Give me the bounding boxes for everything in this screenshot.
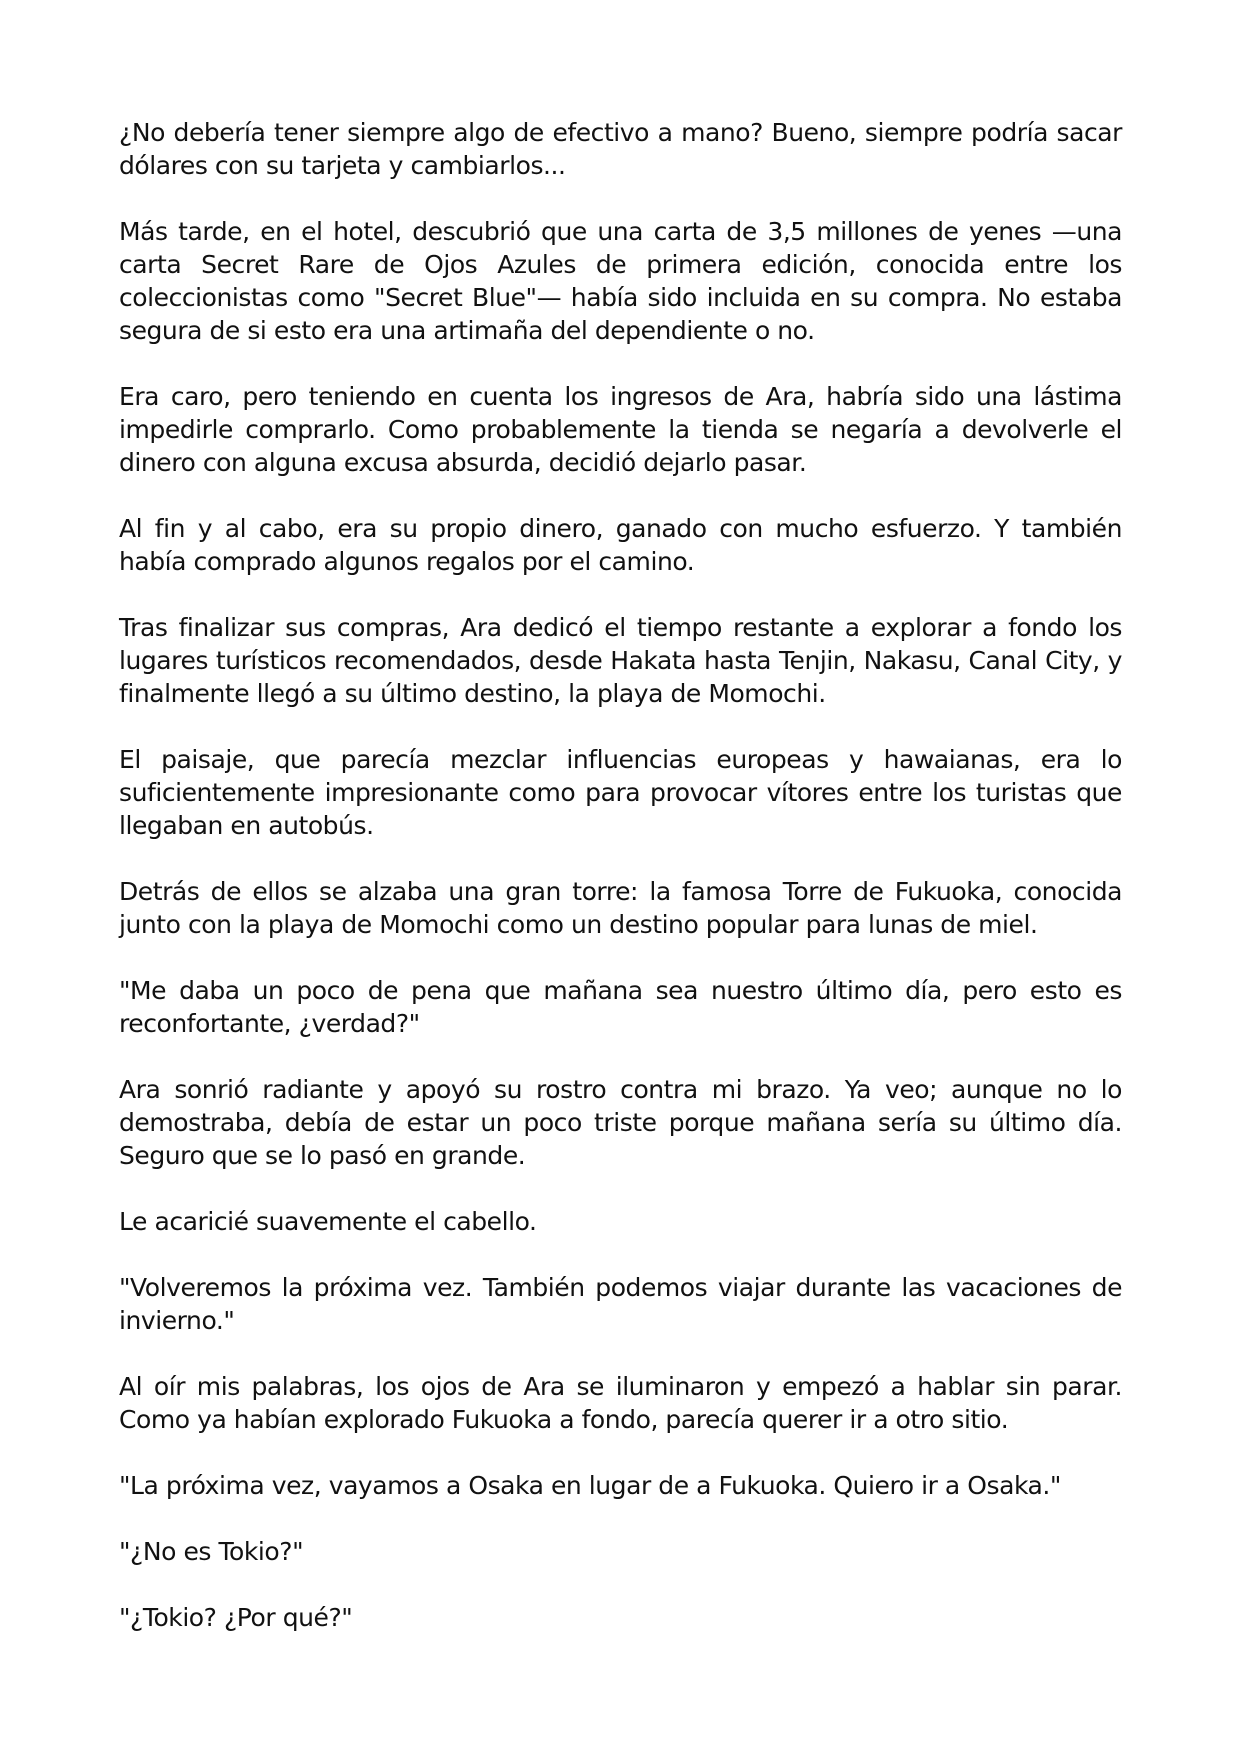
- paragraph: "Volveremos la próxima vez. También podemos viajar durante las vacaciones de invierno.": [119, 1273, 1122, 1335]
- paragraph: Detrás de ellos se alzaba una gran torre: la famosa Torre de Fukuoka, conocida junto con la playa de Momochi como un destino popular para lunas de miel.: [119, 877, 1122, 939]
- paragraph: Tras finalizar sus compras, Ara dedicó el tiempo restante a explorar a fondo los lugares turísticos recomendados, desde Hakata hasta Tenjin, Nakasu, Canal City, y finalmente llegó a su último destino, la playa de Momochi.: [119, 613, 1122, 708]
- paragraph: El paisaje, que parecía mezclar influencias europeas y hawaianas, era lo suficientemente impresionante como para provocar vítores entre los turistas que llegaban en autobús.: [119, 745, 1122, 840]
- paragraph: "¿No es Tokio?": [119, 1537, 304, 1566]
- paragraph: "La próxima vez, vayamos a Osaka en lugar de a Fukuoka. Quiero ir a Osaka.": [119, 1471, 1061, 1500]
- paragraph: "¿Tokio? ¿Por qué?": [119, 1603, 353, 1632]
- paragraph: Le acaricié suavemente el cabello.: [119, 1207, 537, 1236]
- paragraph: Ara sonrió radiante y apoyó su rostro contra mi brazo. Ya veo; aunque no lo demostraba, debía de estar un poco triste porque mañana sería su último día. Seguro que se lo pasó en grande.: [119, 1075, 1122, 1170]
- paragraph: ¿No debería tener siempre algo de efectivo a mano? Bueno, siempre podría sacar dólares con su tarjeta y cambiarlos...: [119, 118, 1122, 180]
- paragraph: Al fin y al cabo, era su propio dinero, ganado con mucho esfuerzo. Y también había comprado algunos regalos por el camino.: [119, 514, 1122, 576]
- paragraph: Más tarde, en el hotel, descubrió que una carta de 3,5 millones de yenes —una carta Secret Rare de Ojos Azules de primera edición, conocida entre los coleccionistas como "Secret Blue"— había sido incluida en su compra. No estaba segura de si esto era una artimaña del dependiente o no.: [119, 217, 1122, 345]
- paragraph: "Me daba un poco de pena que mañana sea nuestro último día, pero esto es reconfortante, ¿verdad?": [119, 976, 1122, 1038]
- document-page: [119, 116, 1122, 1667]
- paragraph: Al oír mis palabras, los ojos de Ara se iluminaron y empezó a hablar sin parar. Como ya habían explorado Fukuoka a fondo, parecía querer ir a otro sitio.: [119, 1372, 1122, 1434]
- paragraph: Era caro, pero teniendo en cuenta los ingresos de Ara, habría sido una lástima impedirle comprarlo. Como probablemente la tienda se negaría a devolverle el dinero con alguna excusa absurda, decidió dejarlo pasar.: [119, 382, 1122, 477]
